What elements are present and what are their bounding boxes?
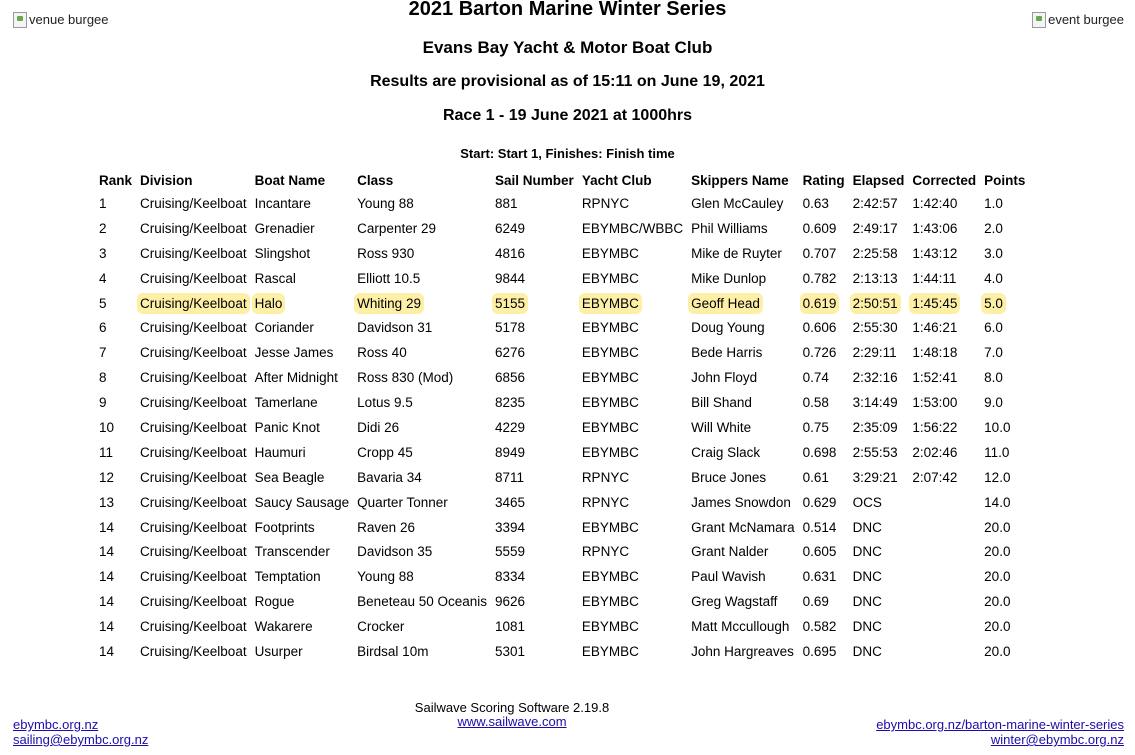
table-cell: 0.58: [802, 395, 829, 411]
table-cell: Bede Harris: [691, 345, 763, 361]
table-cell: 0.69: [802, 594, 829, 610]
table-cell: EBYMBC: [581, 345, 639, 361]
table-cell: Coriander: [254, 320, 314, 336]
table-cell: 20.0: [984, 643, 1011, 659]
table-cell: EBYMBC: [581, 569, 639, 585]
table-cell: RPNYC: [581, 469, 630, 485]
table-cell: 2:02:46: [912, 444, 958, 460]
series-title: 2021 Barton Marine Winter Series: [408, 0, 727, 20]
table-cell: 8949: [495, 444, 526, 460]
highlighted-cell-text: 0.619: [802, 295, 837, 311]
table-cell: 14: [99, 544, 115, 560]
table-cell: 5301: [495, 643, 526, 659]
table-cell: Greg Wagstaff: [691, 594, 778, 610]
column-header: Yacht Club: [581, 173, 652, 188]
table-cell: 2:25:58: [852, 245, 898, 261]
table-cell: Cruising/Keelboat: [140, 643, 247, 659]
table-cell: 5178: [495, 320, 526, 336]
column-header: Rank: [99, 173, 133, 188]
table-cell: DNC: [852, 594, 882, 610]
table-cell: Ross 930: [357, 245, 415, 261]
table-cell: 20.0: [984, 544, 1011, 560]
table-cell: RPNYC: [581, 494, 630, 510]
table-cell: [908, 291, 980, 316]
table-cell: 3:14:49: [852, 395, 898, 411]
table-cell: 12: [99, 469, 115, 485]
table-cell: EBYMBC: [581, 519, 639, 535]
table-cell: [908, 490, 980, 515]
table-cell: 1:52:41: [912, 370, 958, 386]
table-cell: 9: [99, 395, 107, 411]
table-cell: EBYMBC: [581, 270, 639, 286]
table-cell: 20.0: [984, 519, 1011, 535]
table-cell: [908, 589, 980, 614]
table-cell: Incantare: [254, 195, 311, 211]
table-cell: 10: [99, 419, 115, 435]
table-row: [95, 639, 1029, 664]
table-cell: Grant McNamara: [691, 519, 795, 535]
table-cell: 2.0: [984, 220, 1003, 236]
table-cell: Footprints: [254, 519, 315, 535]
table-cell: 4.0: [984, 270, 1003, 286]
table-cell: Transcender: [254, 544, 330, 560]
table-cell: EBYMBC: [581, 395, 639, 411]
table-cell: Cruising/Keelboat: [140, 395, 247, 411]
table-row: [95, 515, 1029, 540]
table-cell: EBYMBC: [581, 594, 639, 610]
table-cell: 14: [99, 643, 115, 659]
table-cell: 0.707: [802, 245, 837, 261]
start-info: Start: Start 1, Finishes: Finish time: [460, 146, 675, 161]
table-row: [95, 415, 1029, 440]
table-cell: 5: [99, 295, 107, 311]
table-cell: 4816: [495, 245, 526, 261]
table-cell: 20.0: [984, 619, 1011, 635]
table-cell: 1.0: [984, 195, 1003, 211]
table-cell: [353, 291, 491, 316]
table-cell: 3394: [495, 519, 526, 535]
table-cell: [908, 539, 980, 564]
table-cell: Craig Slack: [691, 444, 761, 460]
table-cell: 4229: [495, 419, 526, 435]
table-cell: 8: [99, 370, 107, 386]
table-cell: 11: [99, 444, 114, 460]
table-cell: 1:43:06: [912, 220, 958, 236]
table-cell: 0.61: [802, 469, 829, 485]
table-row: [95, 241, 1029, 266]
table-cell: John Hargreaves: [691, 643, 794, 659]
table-cell: 2:35:09: [852, 419, 898, 435]
results-body: [95, 191, 1029, 664]
table-cell: Cruising/Keelboat: [140, 370, 247, 386]
table-cell: 2:49:17: [852, 220, 898, 236]
column-header: Corrected: [912, 173, 977, 188]
table-cell: John Floyd: [691, 370, 758, 386]
table-row: [95, 614, 1029, 639]
table-row: [95, 564, 1029, 589]
table-cell: Cruising/Keelboat: [140, 270, 247, 286]
table-cell: [908, 564, 980, 589]
sailwave-link[interactable]: www.sailwave.com: [457, 714, 567, 729]
table-cell: DNC: [852, 544, 882, 560]
race-title: Race 1 - 19 June 2021 at 1000hrs: [442, 107, 693, 124]
table-cell: [908, 614, 980, 639]
table-cell: 2:55:53: [852, 444, 898, 460]
table-cell: Lotus 9.5: [357, 395, 413, 411]
table-row: [95, 191, 1029, 216]
table-cell: Saucy Sausage: [254, 494, 350, 510]
table-cell: 13: [99, 494, 115, 510]
table-cell: EBYMBC: [581, 643, 639, 659]
table-cell: Glen McCauley: [691, 195, 784, 211]
table-cell: Bavaria 34: [357, 469, 422, 485]
table-cell: EBYMBC: [581, 245, 639, 261]
table-cell: Haumuri: [254, 444, 306, 460]
table-cell: 0.698: [802, 444, 837, 460]
table-row: [95, 216, 1029, 241]
table-cell: Cruising/Keelboat: [140, 619, 247, 635]
table-cell: [136, 291, 251, 316]
table-cell: 0.74: [802, 370, 829, 386]
table-cell: Panic Knot: [254, 419, 320, 435]
table-cell: Cruising/Keelboat: [140, 569, 247, 585]
table-cell: 2:32:16: [852, 370, 898, 386]
highlighted-cell-text: Whiting 29: [357, 295, 421, 311]
table-cell: 6.0: [984, 320, 1003, 336]
table-cell: 5559: [495, 544, 526, 560]
table-cell: 8711: [495, 469, 525, 485]
table-cell: Cropp 45: [357, 444, 413, 460]
table-cell: [980, 291, 1029, 316]
table-row: [95, 266, 1029, 291]
table-cell: Tamerlane: [254, 395, 318, 411]
table-header-row: [95, 170, 1029, 191]
table-cell: Crocker: [357, 619, 405, 635]
table-cell: Doug Young: [691, 320, 765, 336]
table-cell: 14: [99, 519, 115, 535]
highlighted-cell-text: 5.0: [984, 295, 1003, 311]
table-cell: Rogue: [254, 594, 295, 610]
table-cell: 8.0: [984, 370, 1003, 386]
table-cell: DNC: [852, 569, 882, 585]
table-cell: Davidson 31: [357, 320, 433, 336]
table-cell: 4: [99, 270, 107, 286]
table-cell: Paul Wavish: [691, 569, 766, 585]
table-row: [95, 589, 1029, 614]
table-cell: Mike Dunlop: [691, 270, 767, 286]
table-cell: 6856: [495, 370, 526, 386]
table-cell: 6249: [495, 220, 526, 236]
table-cell: 0.695: [802, 643, 837, 659]
table-row: [95, 539, 1029, 564]
table-cell: 14.0: [984, 494, 1011, 510]
table-cell: 8334: [495, 569, 526, 585]
table-cell: 8235: [495, 395, 526, 411]
highlighted-cell-text: 1:45:45: [912, 295, 958, 311]
table-cell: Usurper: [254, 643, 303, 659]
table-cell: 0.631: [802, 569, 837, 585]
table-cell: 0.782: [802, 270, 837, 286]
series-page-link[interactable]: ebymbc.org.nz/barton-marine-winter-series: [876, 717, 1124, 732]
table-cell: Raven 26: [357, 519, 415, 535]
column-header: Boat Name: [254, 173, 326, 188]
table-cell: RPNYC: [581, 544, 630, 560]
table-cell: [251, 291, 354, 316]
table-cell: Cruising/Keelboat: [140, 345, 247, 361]
table-cell: 0.75: [802, 419, 829, 435]
table-cell: James Snowdon: [691, 494, 791, 510]
table-cell: Quarter Tonner: [357, 494, 448, 510]
table-cell: DNC: [852, 619, 882, 635]
table-cell: [687, 291, 799, 316]
table-cell: Cruising/Keelboat: [140, 494, 247, 510]
table-cell: Ross 830 (Mod): [357, 370, 454, 386]
table-cell: 1:53:00: [912, 395, 958, 411]
table-cell: Carpenter 29: [357, 220, 436, 236]
table-cell: Wakarere: [254, 619, 313, 635]
table-cell: 0.606: [802, 320, 837, 336]
table-cell: Didi 26: [357, 419, 400, 435]
highlighted-cell-text: 5155: [495, 295, 526, 311]
table-cell: 7: [99, 345, 107, 361]
table-cell: Cruising/Keelboat: [140, 245, 247, 261]
table-cell: 0.609: [802, 220, 837, 236]
table-row: [95, 465, 1029, 490]
table-cell: 1:44:11: [912, 270, 957, 286]
table-cell: [491, 291, 578, 316]
highlighted-cell-text: Geoff Head: [691, 295, 760, 311]
table-cell: Cruising/Keelboat: [140, 320, 247, 336]
table-cell: Slingshot: [254, 245, 311, 261]
table-cell: Will White: [691, 419, 752, 435]
table-cell: Birdsal 10m: [357, 643, 429, 659]
table-cell: 3: [99, 245, 107, 261]
table-cell: 6276: [495, 345, 526, 361]
table-cell: Ross 40: [357, 345, 407, 361]
table-cell: EBYMBC/WBBC: [581, 220, 684, 236]
table-cell: 3465: [495, 494, 526, 510]
club-name: Evans Bay Yacht & Motor Boat Club: [422, 38, 713, 57]
table-cell: Cruising/Keelboat: [140, 469, 247, 485]
table-cell: EBYMBC: [581, 320, 639, 336]
results-table: [95, 170, 1029, 664]
table-cell: 0.63: [802, 195, 829, 211]
table-cell: Grenadier: [254, 220, 315, 236]
table-cell: Young 88: [357, 195, 414, 211]
table-cell: 11.0: [984, 444, 1010, 460]
table-cell: Matt Mccullough: [691, 619, 790, 635]
table-cell: EBYMBC: [581, 419, 639, 435]
software-credit: Sailwave Scoring Software 2.19.8: [414, 700, 610, 715]
table-cell: [908, 515, 980, 540]
table-cell: Cruising/Keelboat: [140, 419, 247, 435]
highlighted-cell-text: Cruising/Keelboat: [140, 295, 247, 311]
highlighted-cell-text: EBYMBC: [581, 295, 639, 311]
table-cell: [849, 291, 909, 316]
table-row: [95, 340, 1029, 365]
table-row: [95, 390, 1029, 415]
table-cell: [578, 291, 687, 316]
table-cell: Sea Beagle: [254, 469, 325, 485]
column-header: Skippers Name: [691, 173, 789, 188]
table-cell: 9626: [495, 594, 526, 610]
column-header: Division: [140, 173, 193, 188]
table-cell: EBYMBC: [581, 370, 639, 386]
table-cell: 1:42:40: [912, 195, 958, 211]
table-row: [95, 315, 1029, 340]
table-cell: Bill Shand: [691, 395, 752, 411]
table-cell: 6: [99, 320, 107, 336]
table-row: [95, 440, 1029, 465]
event-burgee-alt: event burgee: [1048, 12, 1124, 27]
table-cell: Young 88: [357, 569, 414, 585]
table-cell: OCS: [852, 494, 882, 510]
column-header: Elapsed: [852, 173, 905, 188]
column-header: Class: [357, 173, 394, 188]
table-cell: DNC: [852, 519, 882, 535]
table-cell: 14: [99, 569, 115, 585]
club-website-link[interactable]: ebymbc.org.nz: [13, 717, 99, 732]
table-cell: 0.629: [802, 494, 837, 510]
table-cell: 3:29:21: [852, 469, 898, 485]
table-cell: Phil Williams: [691, 220, 768, 236]
table-row: [95, 291, 1029, 316]
table-cell: [799, 291, 849, 316]
table-cell: 14: [99, 619, 115, 635]
table-cell: 12.0: [984, 469, 1011, 485]
table-cell: EBYMBC: [581, 444, 639, 460]
table-cell: Rascal: [254, 270, 296, 286]
table-cell: Bruce Jones: [691, 469, 767, 485]
table-cell: Cruising/Keelboat: [140, 220, 247, 236]
column-header: Sail Number: [495, 173, 574, 188]
table-cell: Grant Nalder: [691, 544, 769, 560]
table-cell: 0.514: [802, 519, 837, 535]
table-cell: Cruising/Keelboat: [140, 519, 247, 535]
venue-burgee-alt: venue burgee: [29, 12, 109, 27]
table-cell: 2:42:57: [852, 195, 898, 211]
table-cell: Jesse James: [254, 345, 334, 361]
table-cell: 1:48:18: [912, 345, 958, 361]
sailing-email-link[interactable]: sailing@ebymbc.org.nz: [13, 732, 149, 747]
table-cell: Cruising/Keelboat: [140, 195, 247, 211]
winter-email-link[interactable]: winter@ebymbc.org.nz: [990, 732, 1124, 747]
highlighted-cell-text: 2:50:51: [852, 295, 898, 311]
table-cell: Cruising/Keelboat: [140, 544, 247, 560]
table-cell: 2:29:11: [852, 345, 897, 361]
table-cell: 3.0: [984, 245, 1003, 261]
table-cell: 2: [99, 220, 107, 236]
table-cell: 1:56:22: [912, 419, 958, 435]
table-cell: 2:55:30: [852, 320, 898, 336]
column-header: Points: [984, 173, 1026, 188]
table-cell: 20.0: [984, 569, 1011, 585]
table-cell: 2:13:13: [852, 270, 898, 286]
table-cell: Cruising/Keelboat: [140, 594, 247, 610]
table-cell: Cruising/Keelboat: [140, 444, 247, 460]
table-cell: DNC: [852, 643, 882, 659]
table-cell: 0.605: [802, 544, 837, 560]
table-cell: Davidson 35: [357, 544, 433, 560]
table-cell: 881: [495, 195, 518, 211]
table-cell: 1:43:12: [912, 245, 958, 261]
table-cell: 7.0: [984, 345, 1003, 361]
provisional-notice: Results are provisional as of 15:11 on June 19, 2021: [370, 73, 765, 90]
table-row: [95, 490, 1029, 515]
table-cell: After Midnight: [254, 370, 338, 386]
table-cell: 1: [99, 195, 107, 211]
table-cell: 0.726: [802, 345, 837, 361]
table-cell: Beneteau 50 Oceanis: [357, 594, 488, 610]
table-cell: 2:07:42: [912, 469, 958, 485]
table-cell: 0.582: [802, 619, 837, 635]
table-cell: Mike de Ruyter: [691, 245, 782, 261]
table-cell: 14: [99, 594, 115, 610]
table-cell: Elliott 10.5: [357, 270, 421, 286]
table-cell: 10.0: [984, 419, 1011, 435]
table-row: [95, 365, 1029, 390]
table-cell: 20.0: [984, 594, 1011, 610]
table-cell: Temptation: [254, 569, 321, 585]
column-header: Rating: [802, 173, 845, 188]
table-cell: 1:46:21: [912, 320, 958, 336]
table-cell: 9844: [495, 270, 526, 286]
highlighted-cell-text: Halo: [254, 295, 283, 311]
table-cell: 1081: [495, 619, 526, 635]
table-cell: 9.0: [984, 395, 1003, 411]
table-cell: EBYMBC: [581, 619, 639, 635]
table-cell: [908, 639, 980, 664]
table-cell: RPNYC: [581, 195, 630, 211]
